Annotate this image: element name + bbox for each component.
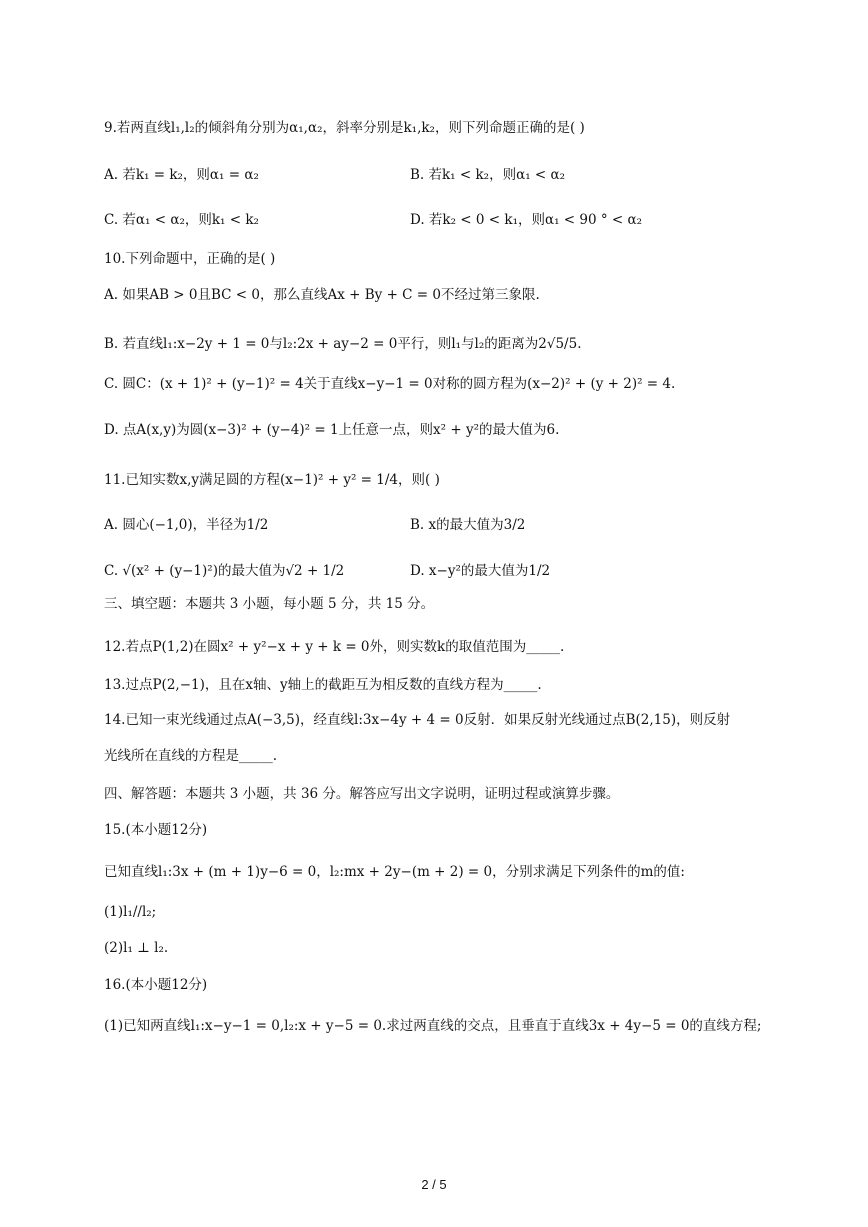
q9-stem: 9.若两直线l₁,l₂的倾斜角分别为α₁,α₂，斜率分别是k₁,k₂，则下列命题正确的是( ) bbox=[104, 120, 585, 136]
q13-text: 13.过点P(2,−1)，且在x轴、y轴上的截距互为相反数的直线方程为_____. bbox=[104, 677, 542, 693]
q9-option-a: A. 若k₁ = k₂，则α₁ = α₂ bbox=[104, 167, 259, 183]
q9-option-c: C. 若α₁ < α₂，则k₁ < k₂ bbox=[104, 212, 259, 228]
q15-heading: 15.(本小题12分) bbox=[104, 822, 208, 838]
q16-part-1: (1)已知两直线l₁:x−y−1 = 0,l₂:x + y−5 = 0.求过两直线的交点，且垂直于直线3x + 4y−5 = 0的直线方程; bbox=[104, 1018, 762, 1034]
q16-heading: 16.(本小题12分) bbox=[104, 977, 208, 993]
section-3-heading: 三、填空题：本题共 3 小题，每小题 5 分，共 15 分。 bbox=[104, 596, 435, 612]
q11-option-d: D. x−y²的最大值为1/2 bbox=[410, 563, 551, 579]
q9-option-d: D. 若k₂ < 0 < k₁，则α₁ < 90 ° < α₂ bbox=[410, 212, 643, 228]
q14-line-1: 14.已知一束光线通过点A(−3,5)，经直线l:3x−4y + 4 = 0反射．如果反射光线通过点B(2,15)，则反射 bbox=[104, 712, 731, 728]
q10-option-b: B. 若直线l₁:x−2y + 1 = 0与l₂:2x + ay−2 = 0平行，则l₁与l₂的距离为2√5/5. bbox=[104, 336, 582, 352]
q14-line-2: 光线所在直线的方程是_____. bbox=[104, 748, 278, 764]
q10-option-c: C. 圆C：(x + 1)² + (y−1)² = 4关于直线x−y−1 = 0对称的圆方程为(x−2)² + (y + 2)² = 4. bbox=[104, 376, 676, 392]
q11-option-b: B. x的最大值为3/2 bbox=[410, 517, 526, 533]
q11-option-c: C. √(x² + (y−1)²)的最大值为√2 + 1/2 bbox=[104, 563, 345, 579]
q15-part-1: (1)l₁//l₂; bbox=[104, 904, 157, 920]
q15-part-2: (2)l₁ ⊥ l₂. bbox=[104, 940, 169, 956]
q10-option-d: D. 点A(x,y)为圆(x−3)² + (y−4)² = 1上任意一点，则x² + y²的最大值为6. bbox=[104, 422, 560, 438]
q15-stem: 已知直线l₁:3x + (m + 1)y−6 = 0，l₂:mx + 2y−(m + 2) = 0，分别求满足下列条件的m的值: bbox=[104, 864, 685, 880]
page-number: 2 / 5 bbox=[421, 1177, 447, 1192]
q11-stem: 11.已知实数x,y满足圆的方程(x−1)² + y² = 1/4，则( ) bbox=[104, 472, 440, 488]
q11-option-a: A. 圆心(−1,0)，半径为1/2 bbox=[104, 517, 269, 533]
q10-stem: 10.下列命题中，正确的是( ) bbox=[104, 251, 276, 267]
q10-option-a: A. 如果AB > 0且BC < 0，那么直线Ax + By + C = 0不经过第三象限. bbox=[104, 287, 540, 303]
q9-option-b: B. 若k₁ < k₂，则α₁ < α₂ bbox=[410, 167, 566, 183]
section-4-heading: 四、解答题：本题共 3 小题，共 36 分。解答应写出文字说明，证明过程或演算步骤。 bbox=[104, 786, 620, 802]
q12-text: 12.若点P(1,2)在圆x² + y²−x + y + k = 0外，则实数k的取值范围为_____. bbox=[104, 639, 565, 655]
